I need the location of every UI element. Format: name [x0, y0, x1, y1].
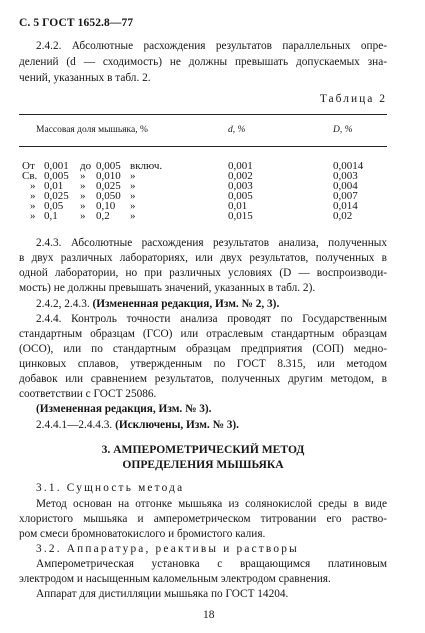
table-cell: 0,014	[333, 200, 358, 212]
table-cell: 0,10	[96, 200, 116, 212]
table-title: Таблица 2	[319, 93, 387, 105]
para-31-line: ром смеси бромноватокислого и бромистого калия.	[19, 528, 266, 540]
subsection-31-title: 3.1. Сущность метода	[36, 482, 185, 494]
table-cell: »	[130, 210, 136, 222]
table-cell: »	[80, 200, 86, 212]
para-242-line: 2.4.2. Абсолютные расхождения результатов параллельных опре-	[36, 40, 387, 52]
table-header-d: d, %	[228, 125, 246, 135]
table-cell: »	[30, 200, 36, 212]
table-cell: 0,007	[333, 190, 358, 202]
table-cell: »	[130, 200, 136, 212]
change-note-1-ref: 2.4.2, 2.4.3.	[36, 298, 93, 310]
table-cell: »	[80, 170, 86, 182]
table-cell: 0,001	[44, 160, 69, 172]
table-cell: 0,02	[333, 210, 353, 222]
table-cell: 0,002	[228, 170, 253, 182]
change-note-1-bold: (Измененная редакция, Изм. № 2, 3).	[92, 298, 280, 310]
change-note-3-ref: 2.4.4.1—2.4.4.3.	[36, 419, 116, 431]
page-number: 18	[203, 609, 215, 621]
table-cell: »	[130, 180, 136, 192]
table-cell: 0,025	[44, 190, 69, 202]
para-32-line: электродом и насыщенным каломельным электродом сравнения.	[19, 573, 331, 585]
table-cell: 0,050	[96, 190, 121, 202]
para-32-line: Аппарат для дистилляции мышьяка по ГОСТ 14204.	[36, 588, 289, 600]
table-top-rule	[19, 114, 387, 115]
table-cell: »	[130, 170, 136, 182]
subsection-32-title: 3.2. Аппаратура, реактивы и растворы	[36, 543, 299, 555]
table-cell: 0,01	[228, 200, 248, 212]
change-note-3	[36, 418, 387, 432]
para-244-line: стандартным образцам (ГСО) или отраслевым стандартным образцам	[19, 328, 387, 340]
table-cell: 0,005	[228, 190, 253, 202]
para-244-line: добавок или сравнением результатов, полученных другим методом, в	[19, 373, 387, 385]
table-cell: до	[80, 160, 92, 172]
para-31-line: Метод основан на отгонке мышьяка из солянокислой среды в виде	[36, 498, 387, 510]
table-cell: 0,025	[96, 180, 121, 192]
table-cell: 0,004	[333, 180, 358, 192]
para-244-line: соответствии с ГОСТ 25086.	[19, 388, 157, 400]
table-header-mass: Массовая доля мышьяка, %	[36, 125, 148, 135]
para-31-line: хлористого мышьяка и амперометрическом титровании его раство-	[19, 513, 387, 525]
table-cell: 0,003	[333, 170, 358, 182]
para-243-line: в двух различных лабораториях, или двух результатов, полученных в	[19, 252, 387, 264]
table-cell: »	[130, 190, 136, 202]
page-header: С. 5 ГОСТ 1652.8—77	[19, 17, 134, 29]
para-242-line: чений, указанных в табл. 2.	[19, 72, 151, 84]
para-32-line: Амперометрическая установка с вращающимся платиновым	[36, 558, 387, 570]
para-244-line: (ОСО), или по стандартным образцам предприятия (СОП) медно-	[19, 343, 387, 355]
table-cell: »	[80, 190, 86, 202]
table-cell: 0,005	[96, 160, 121, 172]
table-cell: Св.	[22, 170, 38, 182]
table-cell: 0,01	[44, 180, 64, 192]
table-cell: »	[30, 210, 36, 222]
change-note-2: (Измененная редакция, Изм. № 3).	[36, 403, 212, 415]
table-header-rule	[19, 146, 387, 147]
para-242-line: делений (d — сходимость) не должны превышать допускаемых зна-	[19, 56, 387, 68]
table-cell: 0,010	[96, 170, 121, 182]
table-cell: »	[30, 190, 36, 202]
table-cell: 0,015	[228, 210, 253, 222]
para-244-line: 2.4.4. Контроль точности анализа проводят по Государственным	[36, 313, 387, 325]
table-header-D: D, %	[333, 125, 353, 135]
table-cell: включ.	[130, 160, 163, 172]
section-title: ОПРЕДЕЛЕНИЯ МЫШЬЯКА	[122, 458, 284, 471]
change-note-3-bold: (Исключены, Изм. № 3).	[115, 419, 239, 431]
para-243-line: мость) не должны превышать значений, указанных в табл. 2).	[19, 282, 316, 294]
para-243-line: одной лаборатории, но при различных условиях (D — воспроизводи-	[19, 267, 387, 279]
table-cell: 0,003	[228, 180, 253, 192]
table-cell: 0,05	[44, 200, 64, 212]
section-title: 3. АМПЕРОМЕТРИЧЕСКИЙ МЕТОД	[101, 443, 305, 456]
table-cell: 0,0014	[333, 160, 364, 172]
table-cell: 0,005	[44, 170, 69, 182]
para-244-line: цинковых сплавов, утвержденным по ГОСТ 8.315, или методом	[19, 358, 387, 370]
table-cell: »	[30, 180, 36, 192]
table-cell: 0,2	[96, 210, 110, 222]
table-cell: 0,1	[44, 210, 58, 222]
change-note-1	[36, 297, 387, 311]
table-cell: »	[80, 180, 86, 192]
table-cell: 0,001	[228, 160, 253, 172]
para-243-line: 2.4.3. Абсолютные расхождения результатов анализа, полученных	[36, 237, 387, 249]
table-cell: »	[80, 210, 86, 222]
table-cell: От	[22, 160, 35, 172]
